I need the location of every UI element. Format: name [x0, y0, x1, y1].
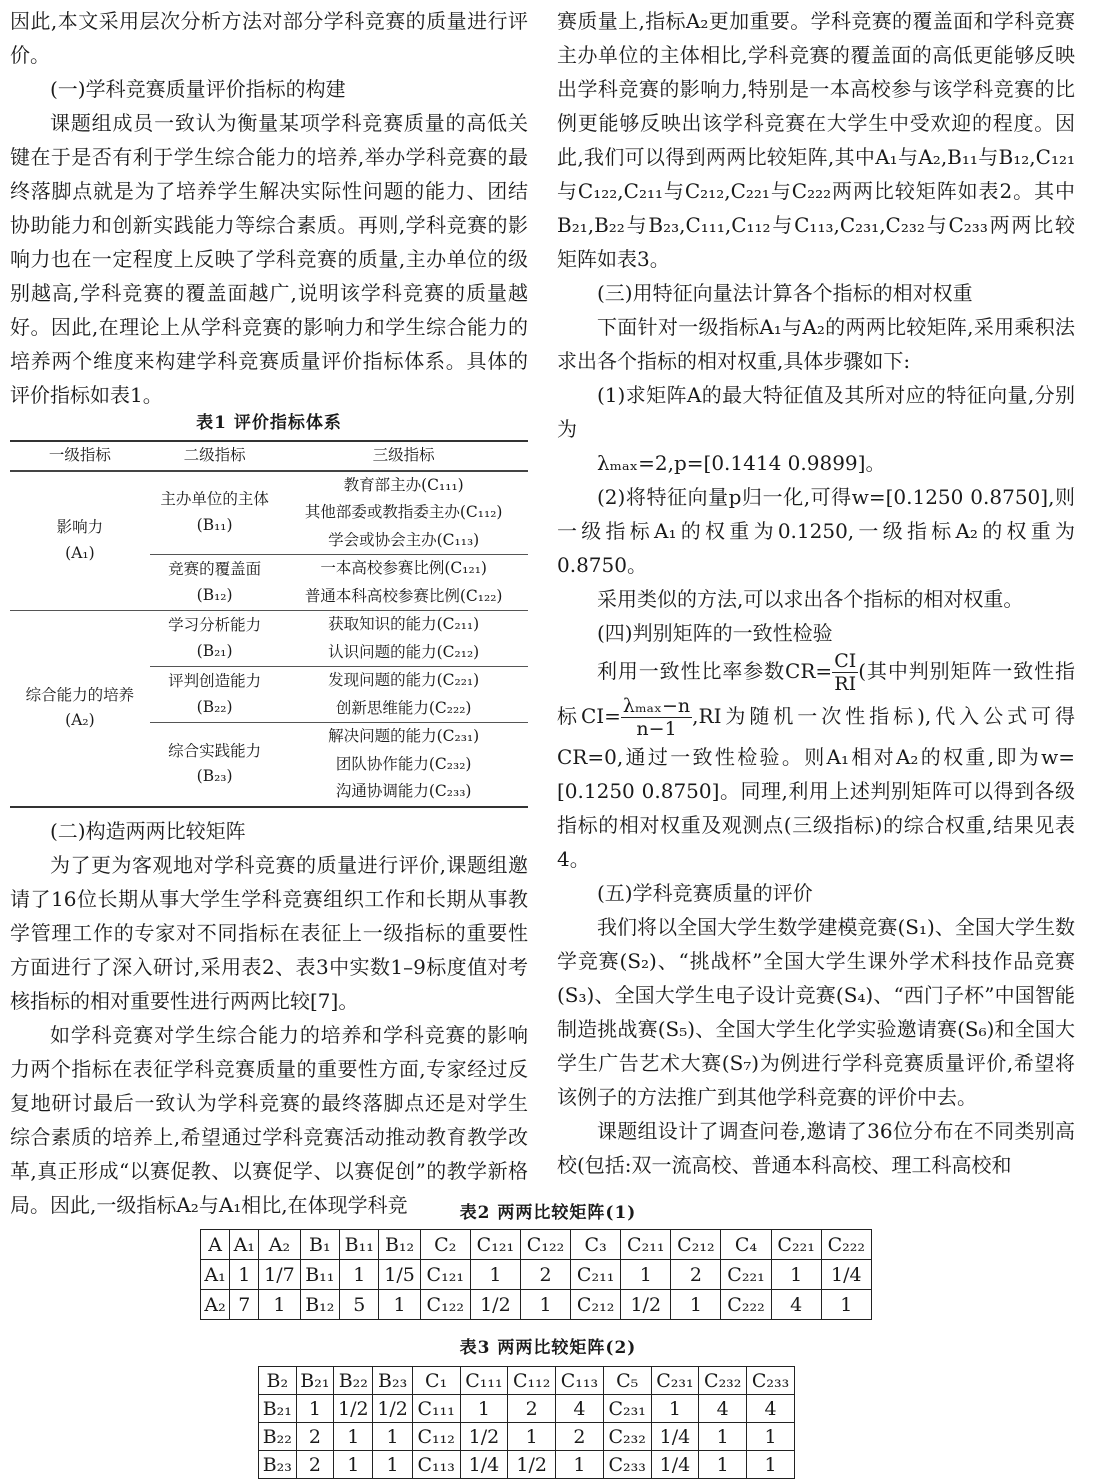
table-cell: C₁₁₂ — [508, 1367, 556, 1395]
paragraph: 为了更为客观地对学科竞赛的质量进行评价,课题组邀请了16位长期从事大学生学科竞赛组织工作和长期从事教学管理工作的专家对不同指标在表征上一级指标的重要性方面进行了深入研讨,采用表2、表3中实数1–9标度值对考核指标的相对重要性进行两两比较[7]。 — [10, 852, 528, 1013]
table-cell: C₁₁₁ — [412, 1395, 460, 1423]
level3-cell: 学会或协会主办(C₁₁₃) — [328, 530, 480, 549]
table-cell: 1 — [821, 1290, 871, 1320]
table-cell: 1/4 — [651, 1423, 699, 1451]
table-cell: C₂₁₁ — [621, 1230, 671, 1260]
paragraph: 课题组设计了调查问卷,邀请了36位分布在不同类别高校(包括:双一流高校、普通本科高校、理工科高校和 — [557, 1119, 1075, 1177]
table-cell: 1/2 — [334, 1395, 373, 1423]
right-column — [557, 4, 1075, 1182]
table-2-caption: 表2 两两比较矩阵(1) — [459, 1203, 637, 1223]
table-cell: A₂ — [201, 1290, 230, 1320]
paragraph: 采用类似的方法,可以求出各个指标的相对权重。 — [597, 587, 1024, 611]
paragraph: (1)求矩阵A的最大特征值及其所对应的特征向量,分别为 — [557, 383, 1075, 441]
table-cell: 2 — [296, 1423, 334, 1451]
paragraph: 如学科竞赛对学生综合能力的培养和学科竞赛的影响力两个指标在表征学科竞赛质量的重要性方面,专家经过反复地研讨最后一致认为学科竞赛的最终落脚点还是对学生综合素质的培养上,希望通过学科竞赛活动推动教育教学改革,真正形成“以赛促教、以赛促学、以赛促创”的教学新格局。因此,一级指标A₂与A₁相比,在体现学科竞 — [10, 1022, 528, 1217]
table-cell: 2 — [508, 1395, 556, 1423]
table-cell: C₁₂₂ — [520, 1230, 570, 1260]
level3-cell: 普通本科高校参赛比例(C₁₂₂) — [304, 586, 503, 605]
table-cell: C₂₃₂ — [699, 1367, 747, 1395]
table-cell: 7 — [230, 1290, 259, 1320]
table-cell: 5 — [340, 1290, 379, 1320]
table-cell: B₂₁ — [259, 1395, 297, 1423]
table-cell: 1 — [771, 1260, 821, 1290]
table-cell: C₁₂₂ — [420, 1290, 470, 1320]
level1-cell: 影响力 (A₁) — [56, 518, 104, 562]
section-heading: (五)学科竞赛质量的评价 — [597, 881, 813, 905]
table-cell: C₁₁₃ — [412, 1451, 460, 1479]
paragraph: 课题组成员一致认为衡量某项学科竞赛质量的高低关键在于是否有利于学生综合能力的培养,举办学科竞赛的最终落脚点就是为了培养学生解决实际性问题的能力、团结协助能力和创新实践能力等综合素质。再则,学科竞赛的影响力也在一定程度上反映了学科竞赛的质量,主办单位的级别越高,学科竞赛的覆盖面越广,说明该学科竞赛的质量越好。因此,在理论上从学科竞赛的影响力和学生综合能力的培养两个维度来构建学科竞赛质量评价指标体系。具体的评价指标如表1。 — [10, 111, 528, 407]
level3-cell: 一本高校参赛比例(C₁₂₁) — [279, 555, 528, 583]
level3-cell: 解决问题的能力(C₂₃₁) — [279, 723, 528, 751]
table-cell: C₂₂₂ — [821, 1230, 871, 1260]
level3-cell: 创新思维能力(C₂₂₂) — [335, 698, 472, 717]
table-cell: C₂ — [420, 1230, 470, 1260]
table-cell: C₂₂₁ — [721, 1260, 771, 1290]
table-cell: 4 — [556, 1395, 604, 1423]
table-cell: B₁ — [300, 1230, 339, 1260]
table-cell: B₂₂ — [259, 1423, 297, 1451]
table-cell: 1 — [296, 1395, 334, 1423]
table-cell: C₂₁₂ — [571, 1290, 621, 1320]
table-cell: 1 — [460, 1395, 508, 1423]
paragraph: 赛质量上,指标A₂更加重要。学科竞赛的覆盖面和学科竞赛主办单位的主体相比,学科竞赛的覆盖面的高低更能够反映出学科竞赛的影响力,特别是一本高校参与该学科竞赛的比例更能够反映出该学科竞赛在大学生中受欢迎的程度。因此,我们可以得到两两比较矩阵,其中A₁与A₂,B₁₁与B₁₂,C₁₂₁与C₁₂₂,C₂₁₁与C₂₁₂,C₂₂₁与C₂₂₂两两比较矩阵如表2。其中B₂₁,B₂₂与B₂₃,C₁₁₁,C₁₁₂与C₁₁₃,C₂₃₁,C₂₃₂与C₂₃₃两两比较矩阵如表3。 — [557, 9, 1075, 271]
table-row — [201, 1260, 872, 1290]
level1-cell: 综合能力的培养 (A₂) — [10, 611, 150, 807]
table-cell: B₁₂ — [379, 1230, 420, 1260]
paragraph: (2)将特征向量p归一化,可得w=[0.1250 0.8750],则一级指标A₁的权重为0.1250,一级指标A₂的权重为0.8750。 — [557, 485, 1075, 577]
left-column — [10, 4, 528, 1222]
paragraph: 下面针对一级指标A₁与A₂的两两比较矩阵,采用乘积法求出各个指标的相对权重,具体步骤如下: — [557, 315, 1075, 373]
table-cell: A₁ — [230, 1230, 259, 1260]
table-header: 三级指标 — [279, 441, 528, 471]
table-row — [259, 1451, 795, 1479]
table-cell: 4 — [699, 1395, 747, 1423]
table-cell: C₂₃₃ — [747, 1367, 795, 1395]
table-cell: 1 — [699, 1451, 747, 1479]
table-row — [259, 1423, 795, 1451]
table-cell: 1/2 — [621, 1290, 671, 1320]
table-cell: A₂ — [259, 1230, 300, 1260]
table-cell: B₂₃ — [259, 1451, 297, 1479]
table-cell: B₂ — [259, 1367, 297, 1395]
table-cell: C₁₁₂ — [412, 1423, 460, 1451]
table-cell: 1 — [373, 1451, 412, 1479]
formula-eigen: λₘₐₓ=2,p=[0.1414 0.9899]。 — [597, 451, 886, 475]
table-cell: A — [201, 1230, 230, 1260]
table-cell: C₂₃₃ — [603, 1451, 651, 1479]
table-1-indicator-system — [10, 440, 528, 808]
level3-cell: 发现问题的能力(C₂₂₁) — [279, 667, 528, 695]
table-header: 一级指标 — [10, 441, 150, 471]
table-cell: B₁₁ — [300, 1260, 339, 1290]
level3-cell: 认识问题的能力(C₂₁₂) — [328, 642, 480, 661]
table-cell: B₁₂ — [300, 1290, 339, 1320]
table-cell: 1 — [230, 1260, 259, 1290]
table-row — [201, 1230, 872, 1260]
table-cell: 1 — [621, 1260, 671, 1290]
table-cell: 2 — [296, 1451, 334, 1479]
table-cell: 1/2 — [460, 1423, 508, 1451]
table-cell: C₁₁₁ — [460, 1367, 508, 1395]
table-cell: A₁ — [201, 1260, 230, 1290]
level3-cell: 沟通协调能力(C₂₃₃) — [335, 782, 472, 800]
level3-cell: 其他部委或教指委主办(C₁₁₂) — [304, 503, 503, 521]
table-cell: C₂₃₂ — [603, 1423, 651, 1451]
table-cell: 1 — [334, 1451, 373, 1479]
level2-cell: 主办单位的主体 (B₁₁) — [160, 490, 269, 534]
table-header: 二级指标 — [150, 441, 280, 471]
level2-cell: 综合实践能力 (B₂₃) — [150, 723, 280, 807]
table-1-caption: 表1 评价指标体系 — [196, 413, 342, 433]
level2-cell: 学习分析能力 (B₂₁) — [150, 611, 280, 667]
table-row — [259, 1395, 795, 1423]
table-cell: 1 — [747, 1451, 795, 1479]
table-cell: 1/4 — [651, 1451, 699, 1479]
section-heading: (四)判别矩阵的一致性检验 — [597, 621, 833, 645]
table-cell: 1 — [699, 1423, 747, 1451]
table-cell: 1 — [508, 1423, 556, 1451]
table-cell: C₅ — [603, 1367, 651, 1395]
section-heading: (三)用特征向量法计算各个指标的相对权重 — [597, 281, 973, 305]
section-heading: (一)学科竞赛质量评价指标的构建 — [50, 77, 346, 101]
table-cell: 1 — [259, 1290, 300, 1320]
table-cell: 1 — [520, 1290, 570, 1320]
table-cell: 1/2 — [470, 1290, 520, 1320]
table-cell: 1/2 — [373, 1395, 412, 1423]
level3-cell: 获取知识的能力(C₂₁₁) — [279, 611, 528, 639]
table-cell: B₂₂ — [334, 1367, 373, 1395]
table-cell: C₃ — [571, 1230, 621, 1260]
table-cell: B₂₃ — [373, 1367, 412, 1395]
table-cell: 1/2 — [508, 1451, 556, 1479]
table-cell: 1 — [556, 1451, 604, 1479]
table-cell: C₂₁₂ — [671, 1230, 721, 1260]
table-cell: 1 — [373, 1423, 412, 1451]
table-row — [201, 1290, 872, 1320]
paragraph: 我们将以全国大学生数学建模竞赛(S₁)、全国大学生数学竞赛(S₂)、“挑战杯”全国大学生课外学术科技作品竞赛(S₃)、全国大学生电子设计竞赛(S₄)、“西门子杯”中国智能制造挑战赛(S₅)、全国大学生化学实验邀请赛(S₆)和全国大学生广告艺术大赛(S₇)为例进行学科竞赛质量评价,希望将该例子的方法推广到其他学科竞赛的评价中去。 — [557, 915, 1075, 1109]
table-cell: 1/4 — [460, 1451, 508, 1479]
table-cell: 1 — [651, 1395, 699, 1423]
paragraph-consistency: 利用一致性比率参数CR= $\frac{CI}{RI}$ (其中判别矩阵一致性指标CI= $\frac{\text{λₘₐₓ−n}}{n-1}$ ,RI为随机一次性指标),代入公式可得CR=0,通过一致性检验。则A₁相对A₂的权重,即为w=[0.1250 0.8750]。同理,利用上述判别矩阵可以得到各级指标的相对权重及观测点(三级指标)的综合权重,结果见表4。 — [557, 650, 1075, 871]
table-cell: C₂₁₁ — [571, 1260, 621, 1290]
ci-fraction: $\frac{\text{λₘₐₓ−n}}{n-1}$ — [622, 695, 691, 740]
section-heading: (二)构造两两比较矩阵 — [50, 818, 246, 843]
table-cell: 4 — [771, 1290, 821, 1320]
level2-cell: 评判创造能力 (B₂₂) — [150, 667, 280, 723]
table-cell: C₂₃₁ — [651, 1367, 699, 1395]
table-cell: 1 — [747, 1423, 795, 1451]
table-cell: B₁₁ — [340, 1230, 379, 1260]
table-cell: 1/5 — [379, 1260, 420, 1290]
table-cell: C₁₂₁ — [420, 1260, 470, 1290]
table-cell: 2 — [556, 1423, 604, 1451]
table-row — [259, 1367, 795, 1395]
table-2-comparison-matrix — [200, 1229, 872, 1320]
table-cell: 1 — [340, 1260, 379, 1290]
table-cell: 4 — [747, 1395, 795, 1423]
table-3-caption: 表3 两两比较矩阵(2) — [459, 1338, 637, 1358]
table-cell: 1 — [334, 1423, 373, 1451]
table-cell: 1 — [470, 1260, 520, 1290]
table-cell: C₁₂₁ — [470, 1230, 520, 1260]
table-cell: 1 — [671, 1290, 721, 1320]
table-cell: B₂₁ — [296, 1367, 334, 1395]
level3-cell: 教育部主办(C₁₁₁) — [343, 475, 464, 494]
paragraph: 因此,本文采用层次分析方法对部分学科竞赛的质量进行评价。 — [10, 9, 528, 67]
table-cell: C₂₂₂ — [721, 1290, 771, 1320]
table-cell: C₂₂₁ — [771, 1230, 821, 1260]
table-cell: 1/7 — [259, 1260, 300, 1290]
table-cell: 1 — [379, 1290, 420, 1320]
table-cell: 2 — [520, 1260, 570, 1290]
table-cell: C₂₃₁ — [603, 1395, 651, 1423]
table-cell: C₁ — [412, 1367, 460, 1395]
table-cell: 2 — [671, 1260, 721, 1290]
cr-fraction: $\frac{CI}{RI}$ — [834, 650, 857, 695]
table-cell: 1/4 — [821, 1260, 871, 1290]
table-cell: C₁₁₃ — [556, 1367, 604, 1395]
table-3-comparison-matrix — [258, 1366, 795, 1479]
level3-cell: 团队协作能力(C₂₃₂) — [335, 754, 472, 773]
table-cell: C₄ — [721, 1230, 771, 1260]
level2-cell: 竞赛的覆盖面 (B₁₂) — [150, 555, 280, 611]
